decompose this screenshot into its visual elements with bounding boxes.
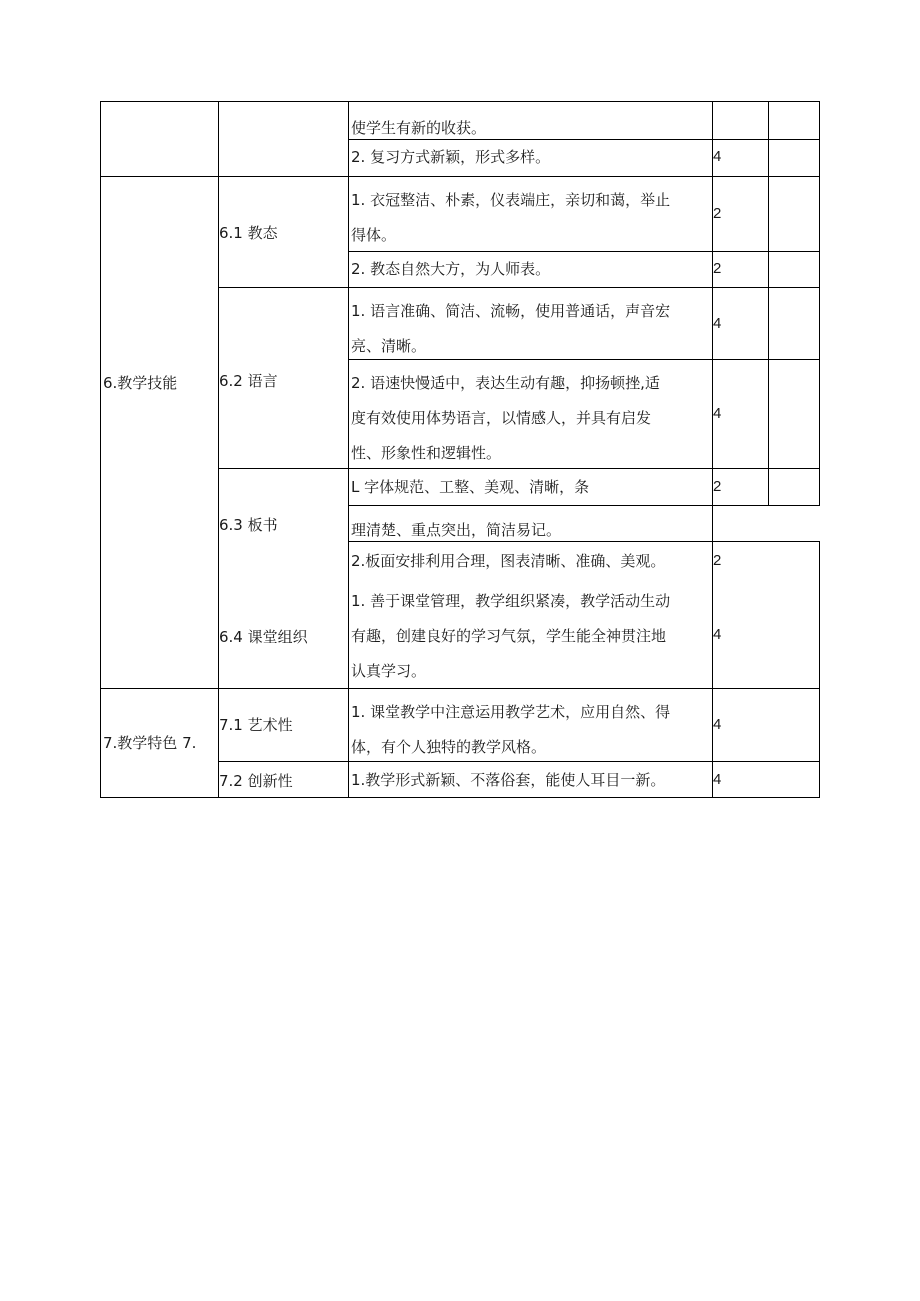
rule-row10: [218, 761, 820, 762]
score-row3: 2: [713, 260, 722, 277]
score-row8: 2: [713, 552, 722, 569]
criterion-row3: 2. 教态自然大方，为人师表。: [351, 260, 551, 278]
criterion-row6: L 字体规范、工整、美观、清晰，条: [351, 478, 590, 496]
rule-row6: [348, 505, 820, 506]
rule-row4: [348, 359, 820, 360]
criterion-row0: 使学生有新的收获。: [351, 119, 487, 137]
rule-row7: [348, 541, 820, 542]
criterion-row9-line2: 有趣，创建良好的学习气氛，学生能全神贯注地: [351, 627, 667, 645]
item-innovation: 7.2 创新性: [219, 772, 293, 790]
rule-col2: [348, 101, 349, 798]
rule-row2: [348, 251, 820, 252]
criterion-row2-line2: 得体。: [351, 226, 397, 244]
category-teaching-skills: 6.教学技能: [103, 374, 178, 392]
item-class-organization: 6.4 课堂组织: [219, 628, 308, 646]
rule-row0: [348, 139, 820, 140]
rule-left: [100, 101, 101, 798]
criterion-row4-line2: 亮、清晰。: [351, 337, 427, 355]
rule-right-upper: [819, 101, 820, 505]
criterion-row10-line1: 1. 课堂教学中注意运用教学艺术，应用自然、得: [351, 703, 671, 721]
item-blackboard: 6.3 板书: [219, 516, 278, 534]
criterion-row8: 2.板面安排利用合理，图表清晰、准确、美观。: [351, 552, 666, 570]
criterion-row2-line1: 1. 衣冠整洁、朴素，仪表端庄，亲切和蔼，举止: [351, 191, 671, 209]
criterion-row11: 1.教学形式新颖、不落俗套，能使人耳目一新。: [351, 771, 666, 789]
score-row2: 2: [713, 205, 722, 222]
score-row9: 4: [713, 626, 722, 643]
score-row5: 4: [713, 405, 722, 422]
criterion-row5-line2: 度有效使用体势语言，以情感人，并具有启发: [351, 409, 652, 427]
rule-right-lower: [819, 541, 820, 798]
rule-row3: [218, 287, 820, 288]
score-row6: 2: [713, 478, 722, 495]
score-row10: 4: [713, 716, 722, 733]
category-teaching-features: 7.教学特色 7.: [103, 734, 197, 752]
criterion-row1: 2. 复习方式新颖，形式多样。: [351, 148, 551, 166]
criterion-row5-line3: 性、形象性和逻辑性。: [351, 444, 502, 462]
item-artistry: 7.1 艺术性: [219, 716, 293, 734]
criterion-row7: 理清楚、重点突出，简洁易记。: [351, 521, 562, 539]
criterion-row9-line3: 认真学习。: [351, 662, 427, 680]
item-language: 6.2 语言: [219, 372, 278, 390]
score-row11: 4: [713, 771, 722, 788]
score-row4: 4: [713, 315, 722, 332]
criterion-row10-line2: 体，有个人独特的教学风格。: [351, 738, 547, 756]
rule-col1: [218, 101, 219, 798]
score-row1: 4: [713, 148, 722, 165]
criterion-row5-line1: 2. 语速快慢适中，表达生动有趣，抑扬顿挫,适: [351, 374, 660, 392]
criterion-row9-line1: 1. 善于课堂管理，教学组织紧凑，教学活动生动: [351, 592, 671, 610]
item-demeanor: 6.1 教态: [219, 224, 278, 242]
rule-row5: [218, 468, 820, 469]
rule-col4-upper: [768, 101, 769, 505]
criterion-row4-line1: 1. 语言准确、简洁、流畅，使用普通话，声音宏: [351, 302, 671, 320]
